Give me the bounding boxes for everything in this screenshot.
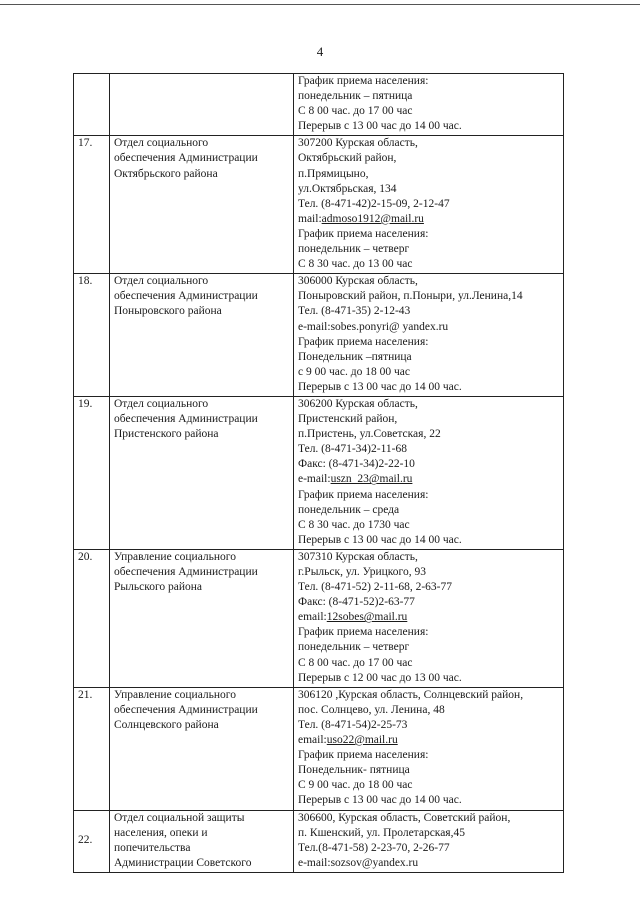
table-row [74,810,564,872]
row-number: 17. [74,136,110,274]
contact-line: Тел. (8-471-34)2-11-68 [298,443,407,456]
contact-line: Понедельник –пятница [298,350,412,363]
office-name-line: обеспечения Администрации [114,703,258,716]
email-link: admoso1912@mail.ru [321,212,424,225]
contact-line: п. Кшенский, ул. Пролетарская,45 [298,826,465,839]
contact-line: 307200 Курская область, [298,137,418,150]
office-contact-cell [294,74,564,136]
office-name-line: Администрации Советского [114,856,252,869]
contact-line: С 8 30 час. до 1730 час [298,518,410,531]
table-row [74,687,564,810]
office-contact-cell [294,396,564,549]
office-name-cell [110,74,294,136]
contact-line: Тел.(8-471-58) 2-23-70, 2-26-77 [298,841,450,854]
email-link: 12sobes@mail.ru [326,611,408,624]
row-number [74,74,110,136]
contact-line: Перерыв с 13 00 час до 14 00 час. [298,794,462,807]
contact-line: Тел. (8-471-42)2-15-09, 2-12-47 [298,197,450,210]
office-name-line: Отдел социального [114,137,209,150]
contact-line: График приема населения: [298,335,429,348]
office-name-line: попечительства [114,841,191,854]
contact-line: Тел. (8-471-52) 2-11-68, 2-63-77 [298,581,453,594]
contact-line: ул.Октябрьская, 134 [298,182,397,195]
office-name-cell [110,810,294,872]
contact-line: 306000 Курская область, [298,275,418,288]
contact-line: Перерыв с 12 00 час до 13 00 час. [298,671,462,684]
contact-line: 307310 Курская область, [298,550,418,563]
row-number: 19. [74,396,110,549]
contact-line: Понедельник- пятница [298,764,410,777]
email-link: uszn_23@mail.ru [330,473,413,486]
contact-line: п.Прямицыно, [298,167,369,180]
contact-line: Факс: (8-471-34)2-22-10 [298,458,415,471]
contact-line: email:uso22@mail.ru [298,734,398,747]
contact-line: Пристенский район, [298,413,398,426]
contact-line: e-mail:sobes.ponyri@ yandex.ru [298,320,449,333]
contact-line: С 8 00 час. до 17 00 час [298,656,413,669]
office-name-line: Отдел социального [114,397,209,410]
page-number: 4 [316,44,324,59]
office-contact-cell [294,810,564,872]
office-name-line: населения, опеки и [114,826,208,839]
office-name-line: Отдел социального [114,275,209,288]
office-name-cell [110,687,294,810]
top-scan-rule [0,4,640,5]
contact-line: График приема населения: [298,749,429,762]
contact-line: С 8 30 час. до 13 00 час [298,258,413,271]
contact-line: График приема населения: [298,227,429,240]
office-contact-cell [294,549,564,687]
email-link: uso22@mail.ru [326,734,398,747]
row-number: 21. [74,687,110,810]
office-name-cell [110,274,294,397]
contact-line: Поныровский район, п.Поныри, ул.Ленина,14 [298,290,523,303]
contact-line: mail:admoso1912@mail.ru [298,212,424,225]
contact-line: п.Пристень, ул.Советская, 22 [298,428,441,441]
table-row [74,396,564,549]
office-name-cell [110,136,294,274]
contact-line: Перерыв с 13 00 час до 14 00 час. [298,120,462,133]
contact-line: Перерыв с 13 00 час до 14 00 час. [298,380,462,393]
offices-table [73,73,564,873]
contact-line: График приема населения: [298,75,429,87]
contact-line: 306120 ,Курская область, Солнцевский район, [298,688,524,701]
office-name-cell [110,549,294,687]
office-name-line: обеспечения Администрации [114,290,258,303]
office-name-line: Поныровского района [114,305,222,318]
office-name-line: Управление социального [114,550,236,563]
contact-line: С 8 00 час. до 17 00 час [298,105,413,118]
table-row [74,74,564,136]
contact-line: с 9 00 час. до 18 00 час [298,365,410,378]
office-name-line: обеспечения Администрации [114,413,258,426]
contact-line: понедельник – пятница [298,90,413,103]
contact-line: 306200 Курская область, [298,397,418,410]
row-number: 18. [74,274,110,397]
office-name-line: Пристенского района [114,428,219,441]
contact-line: понедельник – четверг [298,641,410,654]
contact-line: e-mail:sozsov@yandex.ru [298,856,419,869]
contact-line: С 9 00 час. до 18 00 час [298,779,413,792]
contact-line: График приема населения: [298,626,429,639]
office-name-cell [110,396,294,549]
contact-line: Перерыв с 13 00 час до 14 00 час. [298,533,462,546]
office-name-line: Управление социального [114,688,236,701]
office-contact-cell [294,136,564,274]
table-row [74,274,564,397]
contact-line: Октябрьский район, [298,152,397,165]
table-row [74,549,564,687]
offices-table-body [74,74,564,873]
row-number: 22. [74,810,110,872]
contact-line: Факс: (8-471-52)2-63-77 [298,596,415,609]
contact-line: г.Рыльск, ул. Урицкого, 93 [298,566,426,578]
office-name-line: Октябрьского района [114,167,218,180]
office-contact-cell [294,274,564,397]
office-contact-cell [294,687,564,810]
office-name-line: обеспечения Администрации [114,152,258,165]
row-number: 20. [74,549,110,687]
contact-line: email:12sobes@mail.ru [298,611,408,624]
contact-line: 306600, Курская область, Советский район, [298,811,511,824]
contact-line: Тел. (8-471-54)2-25-73 [298,718,408,731]
office-name-line: обеспечения Администрации [114,566,258,578]
contact-line: e-mail:uszn_23@mail.ru [298,473,413,486]
contact-line: График приема населения: [298,488,429,501]
contact-line: Тел. (8-471-35) 2-12-43 [298,305,411,318]
office-name-line: Отдел социальной защиты [114,811,245,824]
table-row [74,136,564,274]
contact-line: понедельник – среда [298,503,400,516]
office-name-line: Солнцевского района [114,718,219,731]
office-name-line: Рыльского района [114,581,203,594]
contact-line: пос. Солнцево, ул. Ленина, 48 [298,703,445,716]
contact-line: понедельник – четверг [298,243,410,256]
